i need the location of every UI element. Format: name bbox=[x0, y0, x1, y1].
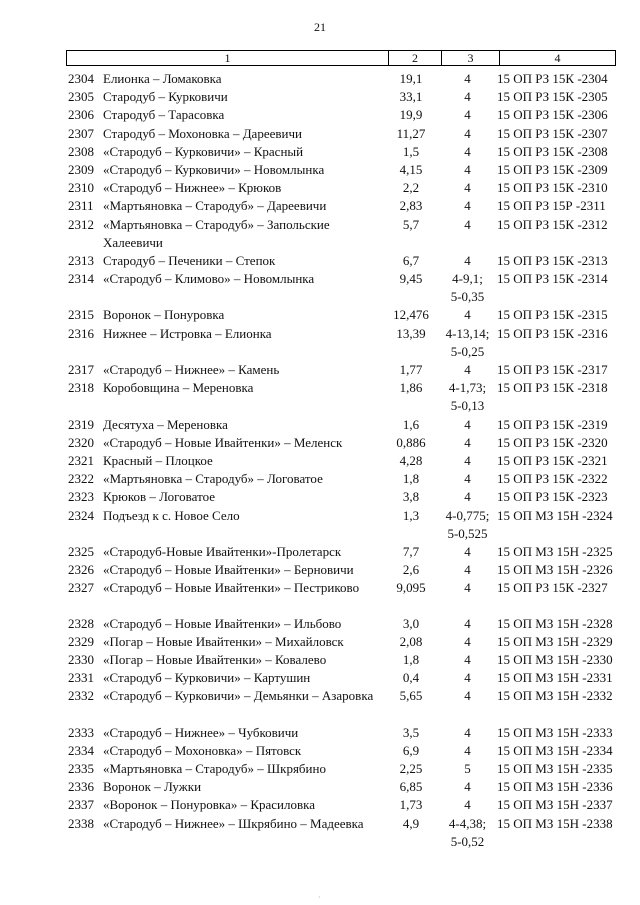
road-length: 4,15 bbox=[399, 161, 423, 177]
road-length: 9,095 bbox=[396, 580, 426, 596]
row-number: 2331 bbox=[68, 670, 94, 686]
road-length: 4,9 bbox=[402, 815, 420, 831]
road-code: 15 ОП РЗ 15К -2320 bbox=[497, 434, 608, 450]
road-code: 15 ОП РЗ 15Р -2311 bbox=[497, 198, 606, 214]
road-code: 15 ОП МЗ 15Н -2333 bbox=[497, 724, 613, 740]
road-length: 6,7 bbox=[402, 252, 420, 268]
road-name: «Стародуб – Курковичи» – Картушин bbox=[103, 670, 311, 686]
row-number: 2306 bbox=[68, 107, 94, 123]
road-name: «Мартьяновка – Стародуб» – Шкрябино bbox=[103, 761, 326, 777]
road-category: 4-1,73; 5-0,13 bbox=[448, 380, 487, 414]
table-row bbox=[0, 470, 640, 488]
page-number: 21 bbox=[314, 20, 326, 34]
row-number: 2320 bbox=[68, 434, 94, 450]
row-number: 2329 bbox=[68, 633, 94, 649]
row-number: 2321 bbox=[68, 453, 94, 468]
road-code: 15 ОП РЗ 15К -2313 bbox=[497, 252, 608, 268]
road-length: 9,45 bbox=[399, 271, 423, 287]
table-row bbox=[0, 796, 640, 814]
road-name: «Стародуб – Курковичи» – Демьянки – Азаровка bbox=[103, 688, 374, 704]
road-length: 2,83 bbox=[399, 198, 423, 214]
road-category: 4 bbox=[464, 180, 471, 196]
table-row bbox=[0, 252, 640, 270]
road-category: 4 bbox=[464, 670, 471, 686]
road-category: 4 bbox=[464, 416, 471, 432]
road-name: Красный – Плоцкое bbox=[103, 453, 213, 468]
row-number: 2322 bbox=[68, 471, 94, 487]
road-category: 4-0,775; 5-0,525 bbox=[445, 507, 490, 541]
row-number: 2325 bbox=[68, 543, 94, 559]
road-code: 15 ОП РЗ 15К -2318 bbox=[497, 380, 608, 396]
road-length: 5,65 bbox=[399, 688, 423, 704]
road-length: 7,7 bbox=[402, 543, 420, 559]
road-length: 1,5 bbox=[402, 143, 420, 159]
table-row bbox=[0, 216, 640, 252]
road-code: 15 ОП РЗ 15К -2321 bbox=[497, 453, 608, 468]
road-name: Стародуб – Мохоновка – Дареевичи bbox=[103, 125, 302, 141]
header-col-3: 3 bbox=[442, 51, 500, 65]
road-code: 15 ОП РЗ 15К -2312 bbox=[497, 216, 608, 232]
road-length: 3,8 bbox=[402, 489, 420, 505]
header-col-2: 2 bbox=[389, 51, 442, 65]
road-name: Стародуб – Печеники – Степок bbox=[103, 252, 276, 268]
road-length: 1,77 bbox=[399, 362, 423, 378]
road-code: 15 ОП РЗ 15К -2305 bbox=[497, 89, 608, 105]
road-code: 15 ОП МЗ 15Н -2335 bbox=[497, 761, 613, 777]
road-length: 1,8 bbox=[402, 471, 420, 487]
road-length: 11,27 bbox=[396, 125, 426, 141]
road-category: 4 bbox=[464, 797, 471, 813]
table-row bbox=[0, 669, 640, 687]
road-length: 2,25 bbox=[399, 761, 423, 777]
road-length: 0,886 bbox=[396, 434, 426, 450]
row-number: 2313 bbox=[68, 252, 94, 268]
road-category: 4 bbox=[464, 543, 471, 559]
road-name: «Мартьяновка – Стародуб» – Дареевичи bbox=[103, 198, 327, 214]
row-number: 2309 bbox=[68, 161, 94, 177]
road-category: 4 bbox=[464, 688, 471, 704]
road-category: 4 bbox=[464, 651, 471, 667]
road-code: 15 ОП МЗ 15Н -2326 bbox=[497, 562, 613, 578]
table-row bbox=[0, 543, 640, 561]
road-length: 3,0 bbox=[402, 615, 420, 631]
road-name: «Стародуб – Климово» – Новомлынка bbox=[103, 271, 315, 287]
road-name: «Стародуб – Нижнее» – Крюков bbox=[103, 180, 282, 196]
row-number: 2307 bbox=[68, 125, 94, 141]
road-name: Подъезд к с. Новое Село bbox=[103, 507, 240, 523]
road-code: 15 ОП РЗ 15К -2315 bbox=[497, 307, 608, 323]
road-code: 15 ОП РЗ 15К -2317 bbox=[497, 362, 608, 378]
road-length: 0,4 bbox=[402, 670, 420, 686]
table-row bbox=[0, 760, 640, 778]
road-name: «Стародуб – Новые Ивайтенки» – Берновичи bbox=[103, 562, 354, 578]
road-code: 15 ОП МЗ 15Н -2331 bbox=[497, 670, 613, 686]
road-category: 5 bbox=[464, 761, 471, 777]
road-code: 15 ОП РЗ 15К -2314 bbox=[497, 271, 608, 287]
row-number: 2337 bbox=[68, 797, 94, 813]
table-row bbox=[0, 88, 640, 106]
road-name: «Стародуб – Нижнее» – Шкрябино – Мадеевка bbox=[103, 815, 364, 831]
row-number: 2323 bbox=[68, 489, 94, 505]
road-code: 15 ОП РЗ 15К -2310 bbox=[497, 180, 608, 196]
row-number: 2312 bbox=[68, 216, 94, 232]
road-category: 4-13,14; 5-0,25 bbox=[445, 325, 490, 359]
road-category: 4 bbox=[464, 453, 471, 468]
road-length: 33,1 bbox=[399, 89, 423, 105]
row-number: 2338 bbox=[68, 815, 94, 831]
table-row bbox=[0, 507, 640, 543]
road-category: 4 bbox=[464, 615, 471, 631]
road-name: Стародуб – Тарасовка bbox=[103, 107, 225, 123]
road-category: 4-4,38; 5-0,52 bbox=[448, 815, 487, 849]
row-number: 2328 bbox=[68, 615, 94, 631]
table-row bbox=[0, 778, 640, 796]
row-number: 2326 bbox=[68, 562, 94, 578]
road-length: 4,28 bbox=[399, 453, 423, 468]
road-name: «Стародуб – Курковичи» – Красный bbox=[103, 143, 304, 159]
road-category: 4 bbox=[464, 71, 471, 86]
row-number: 2327 bbox=[68, 580, 94, 596]
road-name: «Стародуб – Нижнее» – Камень bbox=[103, 362, 280, 378]
row-number: 2310 bbox=[68, 180, 94, 196]
row-number: 2335 bbox=[68, 761, 94, 777]
road-length: 13,39 bbox=[396, 325, 426, 341]
table-row bbox=[0, 742, 640, 760]
road-category: 4 bbox=[464, 125, 471, 141]
table-row bbox=[0, 579, 640, 597]
table-row bbox=[0, 815, 640, 851]
road-code: 15 ОП РЗ 15К -2307 bbox=[497, 125, 608, 141]
road-name: «Стародуб – Нижнее» – Чубковичи bbox=[103, 724, 299, 740]
table-row bbox=[0, 179, 640, 197]
road-name: «Стародуб – Новые Ивайтенки» – Ильбово bbox=[103, 615, 342, 631]
road-category: 4 bbox=[464, 562, 471, 578]
table-row bbox=[0, 452, 640, 470]
road-category: 4 bbox=[464, 107, 471, 123]
road-name: Десятуха – Мереновка bbox=[103, 416, 228, 432]
road-length: 5,7 bbox=[402, 216, 420, 232]
road-category: 4 bbox=[464, 252, 471, 268]
road-name: Стародуб – Курковичи bbox=[103, 89, 228, 105]
road-length: 19,9 bbox=[399, 107, 423, 123]
road-length: 1,8 bbox=[402, 651, 420, 667]
table-row bbox=[0, 270, 640, 306]
table-row bbox=[0, 125, 640, 143]
road-length: 2,08 bbox=[399, 633, 423, 649]
table-row bbox=[0, 488, 640, 506]
road-code: 15 ОП РЗ 15К -2319 bbox=[497, 416, 608, 432]
road-length: 1,3 bbox=[402, 507, 420, 523]
road-category: 4 bbox=[464, 143, 471, 159]
table-row bbox=[0, 633, 640, 651]
road-name: «Стародуб – Курковичи» – Новомлынка bbox=[103, 161, 325, 177]
road-code: 15 ОП МЗ 15Н -2337 bbox=[497, 797, 613, 813]
road-code: 15 ОП МЗ 15Н -2329 bbox=[497, 633, 613, 649]
road-category: 4 bbox=[464, 161, 471, 177]
table-row bbox=[0, 434, 640, 452]
road-length: 12,476 bbox=[393, 307, 429, 323]
table-row bbox=[0, 687, 640, 723]
header-col-1: 1 bbox=[67, 51, 389, 65]
road-length: 1,73 bbox=[399, 797, 423, 813]
road-name: «Стародуб – Новые Ивайтенки» – Меленск bbox=[103, 434, 343, 450]
road-code: 15 ОП МЗ 15Н -2332 bbox=[497, 688, 613, 704]
row-number: 2330 bbox=[68, 651, 94, 667]
road-code: 15 ОП МЗ 15Н -2328 bbox=[497, 615, 613, 631]
road-code: 15 ОП МЗ 15Н -2325 bbox=[497, 543, 613, 559]
road-category: 4 bbox=[464, 89, 471, 105]
row-number: 2332 bbox=[68, 688, 94, 704]
road-code: 15 ОП РЗ 15К -2304 bbox=[497, 71, 608, 86]
row-number: 2336 bbox=[68, 779, 94, 795]
road-category: 4 bbox=[464, 779, 471, 795]
row-number: 2334 bbox=[68, 742, 94, 758]
road-name: «Погар – Новые Ивайтенки» – Ковалево bbox=[103, 651, 327, 667]
table-body bbox=[0, 70, 640, 851]
road-category: 4 bbox=[464, 580, 471, 596]
row-number: 2304 bbox=[68, 71, 94, 86]
road-category: 4 bbox=[464, 742, 471, 758]
road-code: 15 ОП РЗ 15К -2322 bbox=[497, 471, 608, 487]
road-length: 6,9 bbox=[402, 742, 420, 758]
row-number: 2319 bbox=[68, 416, 94, 432]
road-length: 2,2 bbox=[402, 180, 420, 196]
road-length: 2,6 bbox=[402, 562, 420, 578]
road-length: 19,1 bbox=[399, 71, 423, 86]
road-code: 15 ОП РЗ 15К -2308 bbox=[497, 143, 608, 159]
header-col-4: 4 bbox=[554, 51, 561, 65]
road-length: 1,86 bbox=[399, 380, 423, 396]
table-row bbox=[0, 724, 640, 742]
road-name: «Стародуб – Новые Ивайтенки» – Пестриково bbox=[103, 580, 360, 596]
row-number: 2316 bbox=[68, 325, 94, 341]
table-row bbox=[0, 161, 640, 179]
row-number: 2324 bbox=[68, 507, 94, 523]
road-name: «Погар – Новые Ивайтенки» – Михайловск bbox=[103, 633, 344, 649]
road-length: 3,5 bbox=[402, 724, 420, 740]
table-row bbox=[0, 306, 640, 324]
road-code: 15 ОП МЗ 15Н -2324 bbox=[497, 507, 613, 523]
row-number: 2318 bbox=[68, 380, 94, 396]
row-number: 2311 bbox=[68, 198, 94, 214]
road-name: «Стародуб – Мохоновка» – Пятовск bbox=[103, 742, 302, 758]
road-category: 4 bbox=[464, 633, 471, 649]
road-name: Воронок – Понуровка bbox=[103, 307, 225, 323]
road-category: 4 bbox=[464, 216, 471, 232]
road-code: 15 ОП МЗ 15Н -2338 bbox=[497, 815, 613, 831]
road-name: Нижнее – Истровка – Елионка bbox=[103, 325, 272, 341]
road-name: «Стародуб-Новые Ивайтенки»-Пролетарск bbox=[103, 543, 342, 559]
road-length: 1,6 bbox=[402, 416, 420, 432]
road-code: 15 ОП РЗ 15К -2327 bbox=[497, 580, 608, 596]
row-number: 2308 bbox=[68, 143, 94, 159]
row-number: 2333 bbox=[68, 724, 94, 740]
row-number: 2315 bbox=[68, 307, 94, 323]
road-code: 15 ОП РЗ 15К -2309 bbox=[497, 161, 608, 177]
table-row bbox=[0, 561, 640, 579]
road-name: «Мартьяновка – Стародуб» – Запольские Халеевичи bbox=[103, 216, 330, 250]
table-row bbox=[0, 325, 640, 361]
road-code: 15 ОП МЗ 15Н -2334 bbox=[497, 742, 613, 758]
road-code: 15 ОП РЗ 15К -2323 bbox=[497, 489, 608, 505]
road-category: 4 bbox=[464, 307, 471, 323]
road-code: 15 ОП МЗ 15Н -2330 bbox=[497, 651, 613, 667]
road-category: 4 bbox=[464, 471, 471, 487]
row-number: 2305 bbox=[68, 89, 94, 105]
road-category: 4-9,1; 5-0,35 bbox=[450, 271, 485, 305]
row-number: 2317 bbox=[68, 362, 94, 378]
table-row bbox=[0, 651, 640, 669]
page-mark: · bbox=[318, 893, 321, 902]
table-header bbox=[66, 50, 616, 66]
road-length: 6,85 bbox=[399, 779, 423, 795]
table-row bbox=[0, 416, 640, 434]
road-code: 15 ОП РЗ 15К -2306 bbox=[497, 107, 608, 123]
table-row bbox=[0, 379, 640, 415]
road-category: 4 bbox=[464, 489, 471, 505]
table-row bbox=[0, 361, 640, 379]
road-category: 4 bbox=[464, 434, 471, 450]
road-code: 15 ОП РЗ 15К -2316 bbox=[497, 325, 608, 341]
road-name: Крюков – Логоватое bbox=[103, 489, 216, 505]
road-name: Воронок – Лужки bbox=[103, 779, 202, 795]
table-row bbox=[0, 197, 640, 215]
road-name: Елионка – Ломаковка bbox=[103, 71, 222, 86]
road-name: «Мартьяновка – Стародуб» – Логоватое bbox=[103, 471, 323, 487]
table-row bbox=[0, 615, 640, 633]
road-category: 4 bbox=[464, 198, 471, 214]
row-number: 2314 bbox=[68, 271, 94, 287]
road-name: «Воронок – Понуровка» – Красиловка bbox=[103, 797, 315, 813]
road-code: 15 ОП МЗ 15Н -2336 bbox=[497, 779, 613, 795]
road-category: 4 bbox=[464, 724, 471, 740]
table-row bbox=[0, 143, 640, 161]
table-row bbox=[0, 70, 640, 88]
table-row bbox=[0, 106, 640, 124]
road-name: Коробовщина – Мереновка bbox=[103, 380, 254, 396]
road-category: 4 bbox=[464, 362, 471, 378]
